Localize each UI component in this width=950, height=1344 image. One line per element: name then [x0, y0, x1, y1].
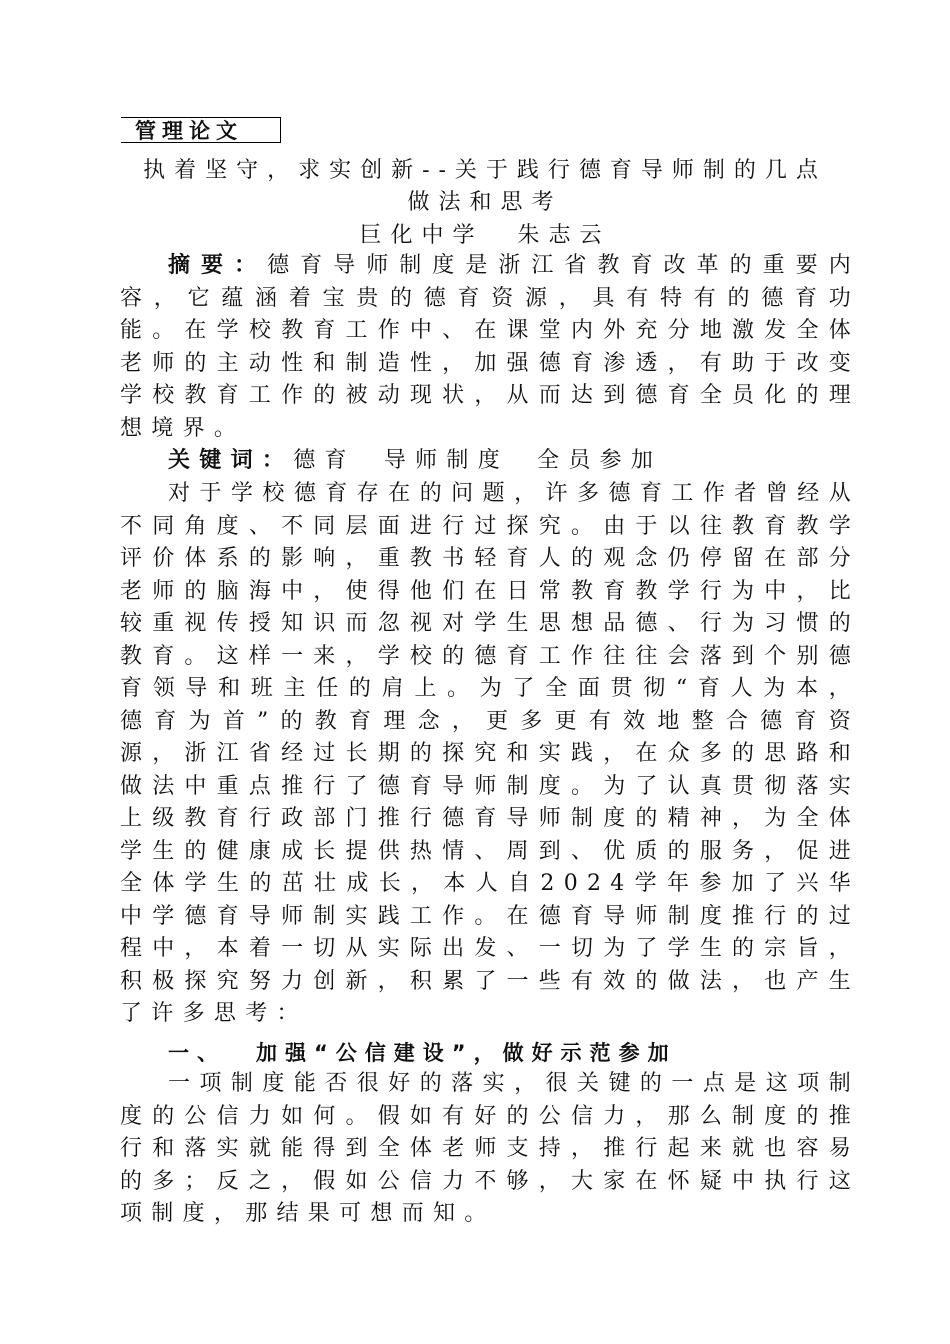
keyword-item: 德育: [293, 448, 356, 473]
article-title-line-2: 做法和思考: [407, 190, 563, 215]
abstract-label: 摘要：: [168, 253, 268, 278]
author-name: 朱志云: [517, 223, 611, 248]
section-paragraph: 一项制度能否很好的落实，很关键的一点是这项制度的公信力如何。假如有好的公信力，那么制度的推行和落实就能得到全体老师支持，推行起来就也容易的多；反之，假如公信力不够，大家在怀疑中执行这项制度，那结果可想而知。: [120, 1071, 860, 1226]
keywords-line: [120, 445, 860, 478]
section-heading: [168, 1037, 677, 1067]
keyword-item: 导师制度: [383, 448, 510, 473]
author-school: 巨化中学: [359, 223, 484, 248]
section-number: 一、: [168, 1041, 226, 1065]
abstract-paragraph: [120, 250, 860, 445]
article-title-line-1: 执着坚守，求实创新--关于践行德育导师制的几点: [143, 158, 827, 183]
keyword-item: 全员参加: [537, 448, 663, 473]
intro-paragraph: 对于学校德育存在的问题，许多德育工作者曾经从不同角度、不同层面进行过探究。由于以往教育教学评价体系的影响，重教书轻育人的观念仍停留在部分老师的脑海中，使得他们在日常教育教学行为中，比较重视传授知识而忽视对学生思想品德、行为习惯的教育。这样一来，学校的德育工作往往会落到个别德育领导和班主任的肩上。为了全面贯彻“育人为本，德育为首”的教育理念，更多更有效地整合德育资源，浙江省经过长期的探究和实践，在众多的思路和做法中重点推行了德育导师制度。为了认真贯彻落实上级教育行政部门推行德育导师制度的精神，为全体学生的健康成长提供热情、周到、优质的服务，促进全体学生的茁壮成长，本人自2024学年参加了兴华中学德育导师制实践工作。在德育导师制度推行的过程中，本着一切从实际出发、一切为了学生的宗旨，积极探究努力创新，积累了一些有效的做法，也产生了许多思考：: [120, 481, 860, 1026]
category-label: 管理论文: [121, 117, 281, 143]
author-line: [120, 218, 850, 249]
abstract-text: 德育导师制度是浙江省教育改革的重要内容，它蕴涵着宝贵的德育资源，具有特有的德育功能。在学校教育工作中、在课堂内外充分地激发全体老师的主动性和制造性，加强德育渗透，有助于改变学校教育工作的被动现状，从而达到德育全员化的理想境界。: [120, 253, 860, 441]
keywords-label: 关键词：: [168, 448, 294, 473]
section-title-text: 加强“公信建设”，做好示范参加: [256, 1041, 677, 1065]
